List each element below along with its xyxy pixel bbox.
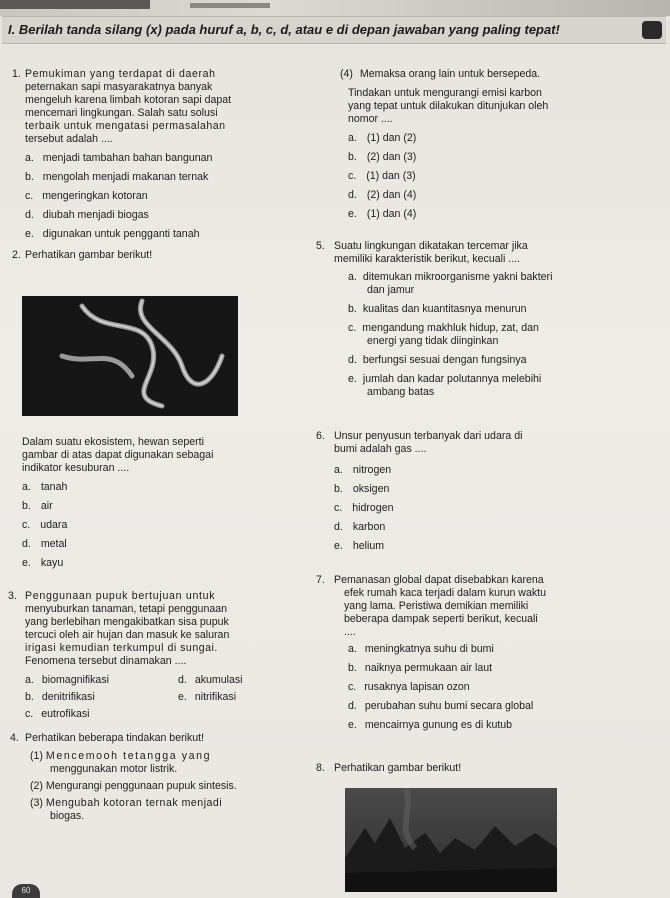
item-key: (2) [30,780,43,792]
option-row[interactable] [22,538,67,550]
item-key: (4) [340,68,353,80]
option-row[interactable] [334,483,389,495]
option-row[interactable] [25,209,149,221]
option-text: mengeringkan kotoran [42,190,148,202]
item-key: (1) [30,750,43,762]
option-text: dan jamur [367,284,415,296]
option-row[interactable] [334,464,391,476]
option-key: b. [25,691,34,703]
option-text: akumulasi [194,674,243,686]
option-row[interactable] [25,171,208,183]
option-key: b. [334,483,343,495]
q4-item [30,797,222,809]
option-text: metal [40,538,67,550]
q1-line: tersebut adalah .... [25,133,113,145]
corner-badge-icon [642,21,662,39]
option-key: b. [348,303,357,315]
option-row[interactable] [348,373,541,385]
option-key: d. [178,674,187,686]
option-key: c. [334,502,343,514]
item-text: Mengurangi penggunaan pupuk sintesis. [45,780,237,792]
item-key: (3) [30,797,43,809]
q7-line: .... [344,626,356,638]
option-row[interactable] [348,170,416,182]
q4-prompt: Perhatikan beberapa tindakan berikut! [25,732,205,744]
option-key: a. [334,464,343,476]
q2-line: indikator kesuburan .... [22,462,130,474]
q3-line: yang berlebihan mengakibatkan sisa pupuk [25,616,229,628]
option-row[interactable] [25,674,109,686]
instruction-header [2,16,666,44]
option-key: c. [25,708,34,720]
q1-line: terbaik untuk mengatasi permasalahan [25,120,226,132]
option-text: (1) dan (3) [366,170,416,182]
option-text: eutrofikasi [41,708,90,720]
q3-line: menyuburkan tanaman, tetapi penggunaan [25,603,228,615]
option-row[interactable] [348,354,527,366]
q3-line: tercuci oleh air hujan dan masuk ke saluran [25,629,230,641]
option-row[interactable] [25,190,148,202]
option-text: digunakan untuk pengganti tanah [42,228,200,240]
q4-item [30,780,237,792]
q5-number: 5. [316,240,325,252]
option-text: kualitas dan kuantitasnya menurun [362,303,527,315]
option-key: a. [348,271,357,283]
option-row[interactable] [22,481,67,493]
option-key: c. [25,190,34,202]
option-row[interactable] [334,521,385,533]
option-row[interactable] [348,208,416,220]
q6-line: bumi adalah gas .... [334,443,427,455]
option-key: b. [22,500,31,512]
option-row[interactable] [348,151,416,163]
q3-line: Fenomena tersebut dinamakan .... [25,655,187,667]
option-row[interactable] [25,708,90,720]
option-text: (2) dan (4) [366,189,417,201]
option-key: d. [22,538,31,550]
option-key: e. [348,373,357,385]
option-key: c. [348,322,357,334]
option-text: ambang batas [367,386,435,398]
option-text: (1) dan (4) [366,208,417,220]
option-text: mengolah menjadi makanan ternak [42,171,209,183]
option-text: kayu [40,557,64,569]
option-row[interactable] [348,662,492,674]
option-key: e. [22,557,31,569]
q4-continuation: Tindakan untuk mengurangi emisi karbon [348,87,542,99]
earthworm-image-icon [22,296,238,416]
option-row[interactable] [348,700,533,712]
option-text: biomagnifikasi [41,674,109,686]
option-row[interactable] [22,500,53,512]
q6-number: 6. [316,430,325,442]
option-key: a. [25,152,34,164]
q4-continuation: nomor .... [348,113,393,125]
q4-continuation: yang tepat untuk dilakukan ditunjukan oleh [348,100,549,112]
q1-line: mencemari lingkungan. Salah satu solusi [25,107,218,119]
q5-line: Suatu lingkungan dikatakan tercemar jika [334,240,528,252]
pollution-photo [345,788,557,892]
option-key: e. [348,208,357,220]
option-key: e. [334,540,343,552]
option-text: ditemukan mikroorganisme yakni bakteri [362,271,553,283]
option-text: nitrogen [352,464,392,476]
option-key: c. [348,170,357,182]
option-row[interactable] [348,643,494,655]
option-row[interactable] [348,719,512,731]
option-row[interactable] [348,322,539,334]
option-key: e. [178,691,187,703]
option-text: hidrogen [352,502,394,514]
option-key: b. [348,151,357,163]
option-key: d. [25,209,34,221]
option-row[interactable] [334,502,393,514]
q6-line: Unsur penyusun terbanyak dari udara di [334,430,523,442]
option-text: air [40,500,53,512]
q2-prompt: Perhatikan gambar berikut! [25,249,153,261]
option-key: a. [348,132,357,144]
q3-line: irigasi kemudian terkumpul di sungai. [25,642,218,654]
option-text: udara [40,519,68,531]
option-key: d. [348,700,357,712]
q4-number: 4. [10,732,19,744]
landscape-image-icon [345,788,557,892]
q4-item [30,750,211,762]
option-text: oksigen [352,483,390,495]
q1-line: Pemukiman yang terdapat di daerah [25,68,216,80]
option-row[interactable] [178,674,243,686]
option-text: mencairnya gunung es di kutub [364,719,513,731]
option-row[interactable] [334,540,384,552]
option-key: a. [22,481,31,493]
option-text: helium [352,540,385,552]
q8-number: 8. [316,762,325,774]
option-key: d. [348,189,357,201]
option-text: nitrifikasi [194,691,237,703]
option-row[interactable] [348,189,416,201]
q3-line: Penggunaan pupuk bertujuan untuk [25,590,216,602]
q1-line: peternakan sapi masyarakatnya banyak [25,81,213,93]
q4-item [340,68,540,80]
option-text: denitrifikasi [41,691,95,703]
option-row[interactable] [25,691,95,703]
option-row[interactable] [25,152,212,164]
q2-number: 2. [12,249,21,261]
option-row[interactable] [22,519,67,531]
top-edge-dark-band [0,0,150,9]
top-edge [0,0,670,16]
item-text: biogas. [50,810,85,822]
option-text: diubah menjadi biogas [42,209,149,221]
option-key: b. [25,171,34,183]
top-edge-mid-band [190,3,270,8]
option-text: meningkatnya suhu di bumi [364,643,494,655]
option-text: energi yang tidak diinginkan [367,335,499,347]
option-text: tanah [40,481,68,493]
option-row[interactable] [25,228,199,240]
q1-line: mengeluh karena limbah kotoran sapi dapat [25,94,232,106]
option-row[interactable] [178,691,236,703]
option-row[interactable] [348,132,416,144]
option-key: c. [22,519,31,531]
q8-prompt: Perhatikan gambar berikut! [334,762,462,774]
option-text: rusaknya lapisan ozon [364,681,470,693]
item-text: Memaksa orang lain untuk bersepeda. [359,68,541,80]
q7-line: efek rumah kaca terjadi dalam kurun waktu [344,587,546,599]
option-text: menjadi tambahan bahan bangunan [42,152,213,164]
item-text: Mencemooh tetangga yang [45,750,212,762]
option-key: d. [334,521,343,533]
option-key: c. [348,681,357,693]
q7-number: 7. [316,574,325,586]
q7-line: yang lama. Peristiwa demikian memiliki [344,600,529,612]
option-key: a. [348,643,357,655]
q2-line: Dalam suatu ekosistem, hewan seperti [22,436,204,448]
worm-photo [22,296,238,416]
item-text: menggunakan motor listrik. [50,763,178,775]
option-row[interactable] [348,681,470,693]
option-key: d. [348,354,357,366]
option-row[interactable] [348,271,552,283]
option-text: perubahan suhu bumi secara global [364,700,534,712]
option-text: berfungsi sesuai dengan fungsinya [362,354,527,366]
option-text: karbon [352,521,386,533]
page-number-badge: 60 [12,884,40,898]
item-text: Mengubah kotoran ternak menjadi [45,797,223,809]
option-text: mengandung makhluk hidup, zat, dan [362,322,539,334]
option-text: (2) dan (3) [366,151,417,163]
option-row[interactable] [22,557,63,569]
option-row[interactable] [348,303,527,315]
q2-line: gambar di atas dapat digunakan sebagai [22,449,214,461]
q1-number: 1. [12,68,21,80]
option-text: naiknya permukaan air laut [364,662,493,674]
q7-line: Pemanasan global dapat disebabkan karena [334,574,544,586]
q7-line: beberapa dampak seperti berikut, kecuali [344,613,538,625]
option-key: a. [25,674,34,686]
option-key: b. [348,662,357,674]
instruction-title: I. Berilah tanda silang (x) pada huruf a, b, c, d, atau e di depan jawaban yang paling tepat! [8,22,560,37]
option-text: (1) dan (2) [366,132,417,144]
option-key: e. [25,228,34,240]
q3-number: 3. [8,590,17,602]
q5-line: memiliki karakteristik berikut, kecuali .... [334,253,521,265]
option-text: jumlah dan kadar polutannya melebihi [362,373,542,385]
option-key: e. [348,719,357,731]
